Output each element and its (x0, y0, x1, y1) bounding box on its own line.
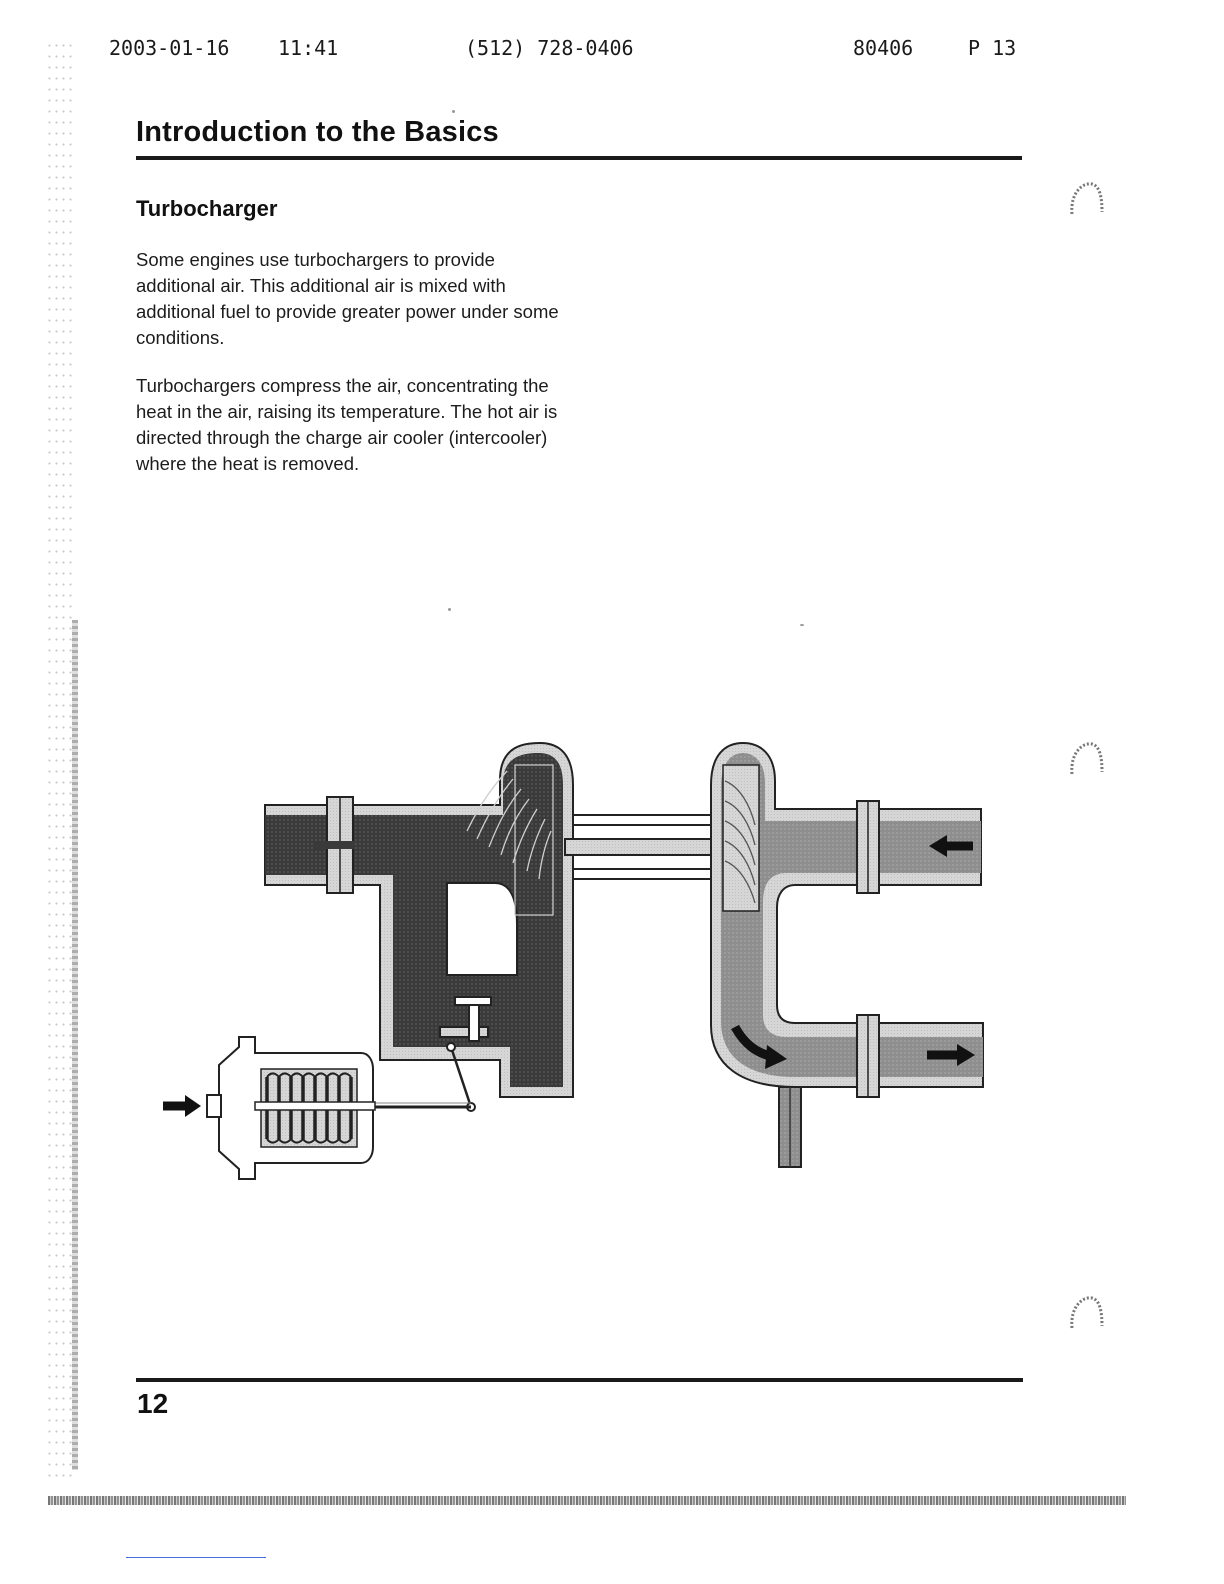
section-heading: Turbocharger (136, 196, 278, 221)
page-title: Introduction to the Basics (136, 116, 499, 148)
fax-header (0, 36, 1224, 66)
page-number: 12 (137, 1388, 169, 1419)
title-rule (136, 156, 1022, 160)
body-paragraph-1: Some engines use turbochargers to provide additional air. This additional air is mixed with additional fuel to provide greater power under some conditions. (136, 249, 559, 348)
scan-speck (800, 624, 804, 626)
bottom-underline (126, 1557, 266, 1558)
body-paragraph-2: Turbochargers compress the air, concentrating the heat in the air, raising its temperature. The hot air is directed through the charge air cooler (intercooler) where the heat is removed. (136, 375, 558, 474)
scan-bar-left (72, 620, 78, 1470)
scan-speck (448, 608, 451, 611)
binder-hole-icon (1068, 738, 1104, 778)
turbocharger-wastegate-diagram (155, 735, 995, 1185)
fax-date: 2003-01-16 (109, 36, 230, 60)
binder-hole-icon (1068, 1292, 1104, 1332)
footer-rule (136, 1378, 1023, 1382)
fax-job-number: 80406 (853, 36, 914, 60)
fax-time: 11:41 (278, 36, 339, 60)
scan-noise-bottom (48, 1496, 1126, 1505)
fax-phone: (512) 728-0406 (465, 36, 634, 60)
scan-speck (452, 110, 455, 113)
fax-page: P 13 (968, 36, 1017, 60)
scan-noise-left (46, 40, 72, 1480)
binder-hole-icon (1068, 178, 1104, 218)
